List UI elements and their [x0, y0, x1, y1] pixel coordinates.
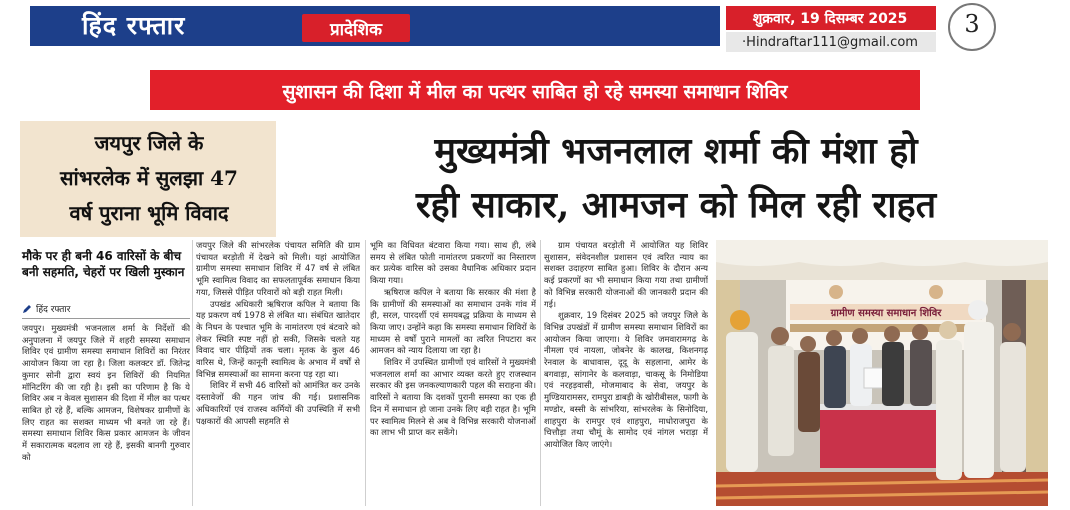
byline — [22, 302, 190, 316]
column-3-paragraph-3: शिविर में उपस्थित ग्रामीणों एवं वारिसों ने मुख्यमंत्री भजनलाल शर्मा का आभार व्यक्त करते हुए राजस्थान सरकार की इस जनकल्याणकारी पहल की सराहना की। वारिसों ने बताया कि दशकों पुरानी समस्या का एक ही दिन में समाधान हो जाना उनके लिए बड़ी राहत है। भूमि पर स्वामित्व मिलने से अब वे विभिन्न सरकारी योजनाओं का लाभ भी प्राप्त कर सकेंगे। — [370, 357, 536, 438]
side-headline-line-3: वर्ष पुराना भूमि विवाद — [69, 201, 229, 225]
side-headline-line-1: जयपुर जिले के — [94, 131, 204, 155]
article-column-4 — [544, 240, 708, 506]
column-4-paragraph-2: शुक्रवार, 19 दिसंबर 2025 को जयपुर जिले के विभिन्न उपखंडों में ग्रामीण समस्या समाधान शिविरों का आयोजन किया जाएगा। ये शिविर जमवारामगढ़ के नीमला एवं नायला, जोबनेर के कालख, किशनगढ़ रेनवाल के बाधावास, दूदू के सहलाना, आमेर के बगवाड़ा, सांगानेर के कलवाड़ा, चाकसू के निमोडिया एवं नरहड़वासी, मोजमाबाद के सेवा, जयपुर के मुण्डियारामसर, रामपुरा डाबड़ी के खोरीबीसल, फागी के मण्डोर, बस्सी के सांभरिया, सांभरलेक के सिनोदिया, शाहपुरा के रामपुर एवं शाहपुरा, माधोराजपुरा के चित्तौड़ा तथा चौमूं के सामोद एवं नांगल भराड़ा में आयोजित किए जाएंगे। — [544, 310, 708, 449]
story-subhead: मौके पर ही बनी 46 वारिसों के बीच बनी सहमति, चेहरों पर खिली मुस्कान — [22, 249, 185, 279]
column-1-paragraph: जयपुर। मुख्यमंत्री भजनलाल शर्मा के निर्देशों की अनुपालना में जयपुर जिले में शहरी समस्या समाधान शिविर एवं ग्रामीण समस्या समाधान शिविरों का निरंतर आयोजन किया जा रहा है। जिला कलक्टर डॉ. जितेन्द्र कुमार सोनी द्वारा स्वयं इन शिविरों की नियमित मॉनिटरिंग की जा रही है। इसी का परिणाम है कि ये शिविर अब न केवल सुशासन की दिशा में मील का पत्थर साबित हो रहे हैं, बल्कि आमजन, विशेषकर ग्रामीणों के लिए राहत का सशक्त माध्यम भी बनते जा रहे हैं। समस्या समाधान शिविर किस प्रकार आमजन के जीवन में सकारात्मक बदलाव ला रहे हैं, इसकी बानगी गुरुवार को — [22, 323, 190, 462]
section-label: प्रादेशिक — [329, 20, 383, 40]
byline-pencil-icon — [22, 304, 32, 314]
column-2-paragraph-3: शिविर में सभी 46 वारिसों को आमंत्रित कर उनके दस्तावेजों की गहन जांच की गई। प्रशासनिक अधिकारियों एवं राजस्व कर्मियों की उपस्थिति में सभी पक्षकारों की आपसी सहमति से — [196, 380, 360, 426]
column-2-paragraph-1: जयपुर जिले की सांभरलेक पंचायत समिति की ग्राम पंचायत बरड़ोती में देखने को मिली। यहां आयोजित ग्रामीण समस्या समाधान शिविर में 47 वर्ष से लंबित भूमि स्वामित्व विवाद का सफलतापूर्वक समाधान किया गया, जिससे पीड़ित परिवारों को बड़ी राहत मिली। — [196, 240, 360, 297]
article-column-2 — [196, 240, 360, 506]
photo-banner-text: ग्रामीण समस्या समाधान शिविर — [830, 308, 942, 319]
column-3-paragraph-2: ऋषिराज कपिल ने बताया कि सरकार की मंशा है कि ग्रामीणों की समस्याओं का समाधान उनके गांव में ही, सरल, पारदर्शी एवं समयबद्ध प्रक्रिया के माध्यम से किया जाए। उन्होंने कहा कि समस्या समाधान शिविरों के माध्यम से वर्षों पुराने मामलों का त्वरित निपटारा कर आमजन को न्याय दिलाया जा रहा है। — [370, 286, 536, 356]
contact-email: ·Hindraftar111@gmail.com — [742, 35, 918, 50]
main-headline-line-1: मुख्यमंत्री भजनलाल शर्मा की मंशा हो — [434, 130, 918, 172]
issue-date: शुक्रवार, 19 दिसम्बर 2025 — [752, 11, 908, 27]
column-3-paragraph-1: भूमि का विधिवत बंटवारा किया गया। साथ ही, लंबे समय से लंबित फोती नामांतरण प्रकरणों का निस्तारण कर प्रत्येक वारिस को उसका वैधानिक अधिकार प्रदान किया गया। — [370, 240, 536, 286]
column-4-paragraph-1: ग्राम पंचायत बरड़ोती में आयोजित यह शिविर सुशासन, संवेदनशील प्रशासन एवं त्वरित न्याय का सशक्त उदाहरण साबित हुआ। शिविर के दौरान अन्य कई प्रकरणों का भी समाधान किया गया तथा ग्रामीणों को विभिन्न सरकारी योजनाओं की जानकारी प्रदान की गई। — [544, 240, 708, 309]
page-number: 3 — [964, 10, 980, 38]
main-headline — [286, 124, 1066, 232]
newspaper-title: हिंद रफ्तार — [82, 11, 186, 40]
event-photo — [716, 240, 1048, 506]
column-divider — [540, 240, 541, 506]
article-column-1 — [22, 323, 190, 506]
main-headline-line-2: रही साकार, आमजन को मिल रही राहत — [415, 184, 937, 226]
column-2-paragraph-2: उपखंड अधिकारी ऋषिराज कपिल ने बताया कि यह प्रकरण वर्ष 1978 से लंबित था। संबंधित खातेदार के निधन के पश्चात भूमि के नामांतरण एवं बंटवारे को लेकर स्थिति स्पष्ट नहीं हो सकी, जिसके चलते यह विवाद चार पीढ़ियों तक चला। मृतक के कुल 46 वारिस थे, जिन्हें कानूनी स्वामित्व के अभाव में वर्षों से विभिन्न समस्याओं का सामना करना पड़ रहा था। — [196, 298, 360, 379]
side-headline-line-2: सांभरलेक में सुलझा 47 — [60, 166, 238, 190]
strap-headline: सुशासन की दिशा में मील का पत्थर साबित हो रहे समस्या समाधान शिविर — [282, 81, 788, 103]
masthead — [0, 0, 1070, 60]
column-divider — [192, 240, 193, 506]
article-column-3 — [370, 240, 536, 506]
subhead-divider — [22, 318, 190, 319]
byline-text: हिंद रफ्तार — [36, 305, 71, 315]
column-divider — [365, 240, 366, 506]
side-story-headline — [26, 126, 272, 231]
